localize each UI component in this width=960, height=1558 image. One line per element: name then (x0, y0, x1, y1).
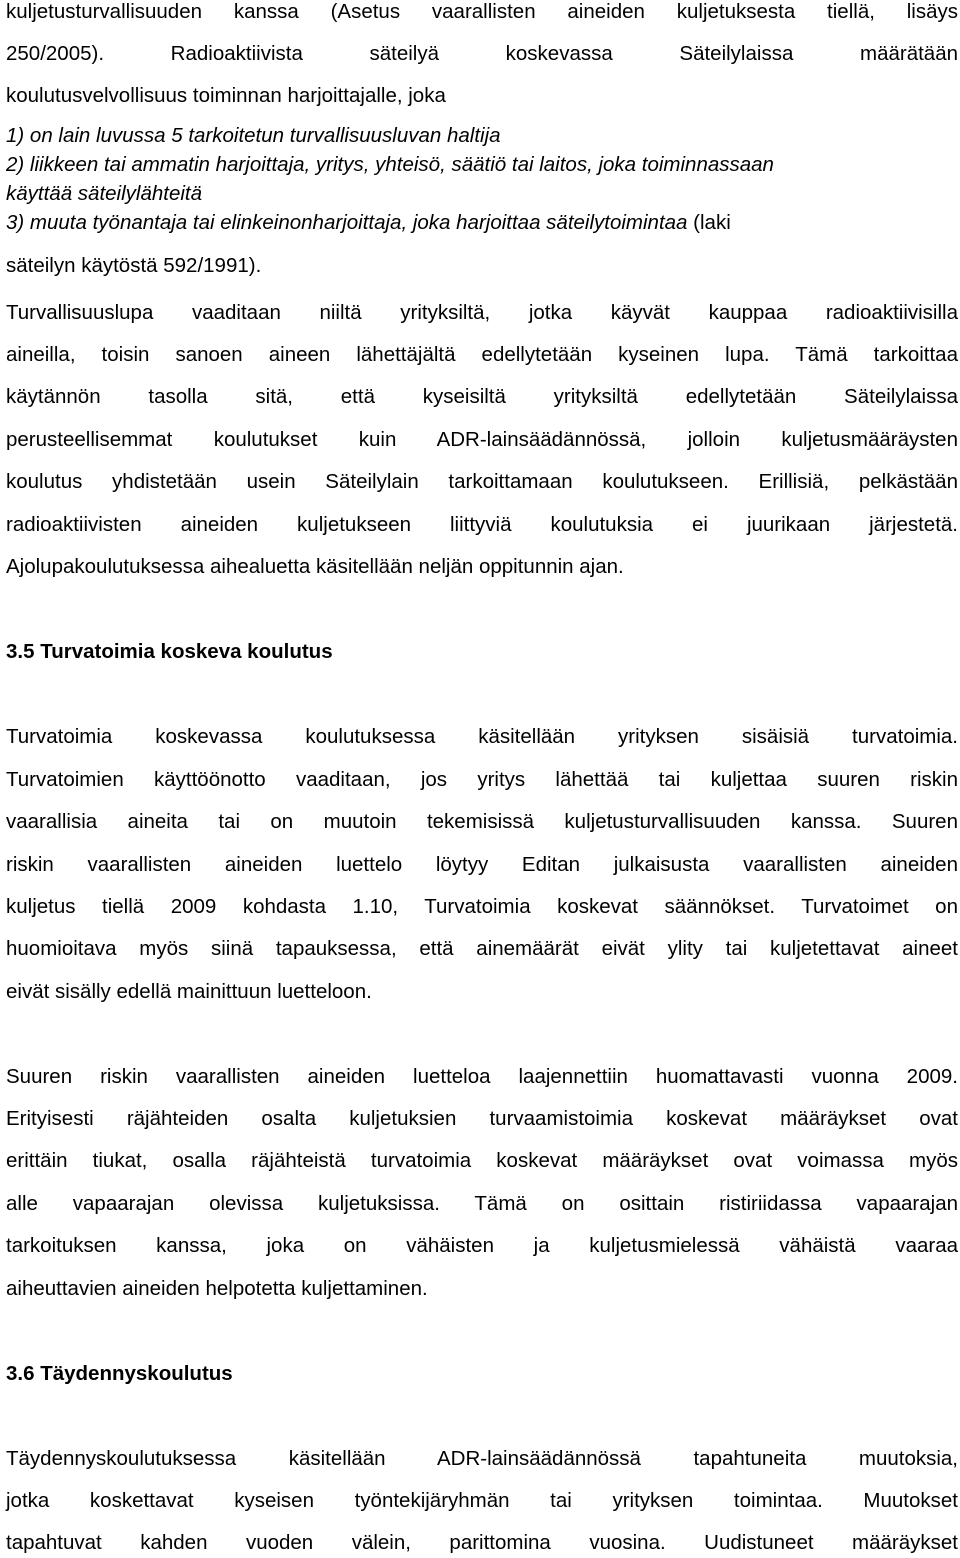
text-line: riskin vaarallisten aineiden luettelo löytyy Editan julkaisusta vaarallisten aineiden (6, 853, 958, 876)
text-line: käytännön tasolla sitä, että kyseisiltä yrityksiltä edellytetään Säteilylaissa (6, 385, 958, 408)
text-line: Ajolupakoulutuksessa aihealuetta käsitellään neljän oppitunnin ajan. (6, 555, 624, 578)
text-line: erittäin tiukat, osalla räjähteistä turvatoimia koskevat määräykset ovat voimassa myös (6, 1149, 958, 1172)
text-line: tapahtuvat kahden vuoden välein, parittomina vuosina. Uudistuneet määräykset (6, 1531, 958, 1554)
section-heading-3-5: 3.5 Turvatoimia koskeva koulutus (6, 640, 333, 663)
list-item-2-continued: käyttää säteilylähteitä (6, 182, 203, 205)
text-line: jotka koskettavat kyseisen työntekijäryhmän tai yrityksen toimintaa. Muutokset (6, 1489, 958, 1512)
text-line: kuljetus tiellä 2009 kohdasta 1.10, Turvatoimia koskevat säännökset. Turvatoimet on (6, 895, 958, 918)
list-item-3-rest: (laki (687, 211, 731, 234)
text-line: perusteellisemmat koulutukset kuin ADR-lainsäädännössä, jolloin kuljetusmääräysten (6, 428, 958, 451)
list-item-3-italic: 3) muuta työnantaja tai elinkeinonharjoittaja, joka harjoittaa säteilytoimintaa (6, 211, 688, 234)
text-line: Täydennyskoulutuksessa käsitellään ADR-lainsäädännössä tapahtuneita muutoksia, (6, 1447, 958, 1470)
text-line: tarkoituksen kanssa, joka on vähäisten ja kuljetusmielessä vähäistä vaaraa (6, 1234, 958, 1257)
text-line: Erityisesti räjähteiden osalta kuljetuksien turvaamistoimia koskevat määräykset ovat (6, 1107, 958, 1130)
text-line: radioaktiivisten aineiden kuljetukseen liittyviä koulutuksia ei juurikaan järjestetä. (6, 513, 958, 536)
list-item-2: 2) liikkeen tai ammatin harjoittaja, yritys, yhteisö, säätiö tai laitos, joka toiminnassaan (6, 153, 774, 176)
text-line: Suuren riskin vaarallisten aineiden luetteloa laajennettiin huomattavasti vuonna 2009. (6, 1065, 958, 1088)
text-line: huomioitava myös siinä tapauksessa, että ainemäärät eivät ylity tai kuljetettavat aineet (6, 937, 958, 960)
text-line: eivät sisälly edellä mainittuun luetteloon. (6, 980, 372, 1003)
text-line: koulutus yhdistetään usein Säteilylain tarkoittamaan koulutukseen. Erillisiä, pelkästään (6, 470, 958, 493)
text-line: aiheuttavien aineiden helpotetta kuljettaminen. (6, 1277, 428, 1300)
text-line: Turvallisuuslupa vaaditaan niiltä yrityksiltä, jotka käyvät kauppaa radioaktiivisilla (6, 301, 958, 324)
text-line: 250/2005). Radioaktiivista säteilyä koskevassa Säteilylaissa määrätään (6, 42, 958, 65)
text-line: Turvatoimia koskevassa koulutuksessa käsitellään yrityksen sisäisiä turvatoimia. (6, 725, 958, 748)
text-line: aineilla, toisin sanoen aineen lähettäjältä edellytetään kyseinen lupa. Tämä tarkoittaa (6, 343, 958, 366)
list-item-3-continued: säteilyn käytöstä 592/1991). (6, 254, 262, 277)
section-heading-3-6: 3.6 Täydennyskoulutus (6, 1362, 233, 1385)
list-item-3 (6, 211, 958, 235)
text-line: koulutusvelvollisuus toiminnan harjoittajalle, joka (6, 84, 446, 107)
text-line: Turvatoimien käyttöönotto vaaditaan, jos yritys lähettää tai kuljettaa suuren riskin (6, 768, 958, 791)
text-line: kuljetusturvallisuuden kanssa (Asetus vaarallisten aineiden kuljetuksesta tiellä, lisäys (6, 0, 958, 23)
text-line: vaarallisia aineita tai on muutoin tekemisissä kuljetusturvallisuuden kanssa. Suuren (6, 810, 958, 833)
list-item-1: 1) on lain luvussa 5 tarkoitetun turvallisuusluvan haltija (6, 124, 501, 147)
text-line: alle vapaarajan olevissa kuljetuksissa. Tämä on osittain ristiriidassa vapaarajan (6, 1192, 958, 1215)
